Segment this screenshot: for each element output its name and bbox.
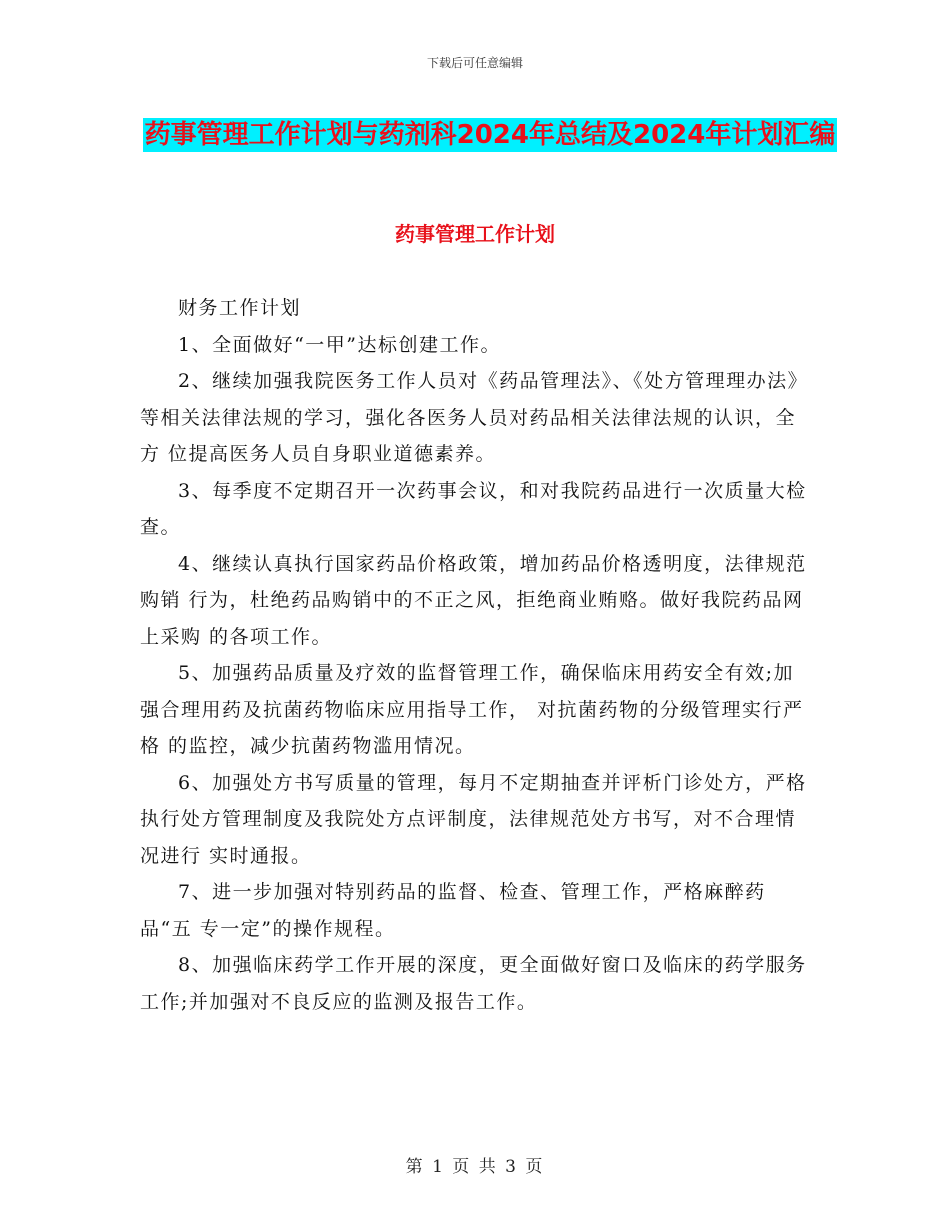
- header-note: 下载后可任意编辑: [426, 56, 523, 70]
- paragraph: 6、加强处方书写质量的管理，每月不定期抽查并评析门诊处方，严格 执行处方管理制度及我院处方点评制度，法律规范处方书写，对不合理情况进行 实时通报。: [140, 771, 807, 867]
- page-footer: 第 1 页 共 3 页: [405, 1157, 545, 1177]
- paragraph: 1、全面做好“一甲”达标创建工作。: [178, 333, 502, 356]
- paragraph: 3、每季度不定期召开一次药事会议，和对我院药品进行一次质量大检 查。: [140, 479, 807, 538]
- document-title: [140, 108, 840, 162]
- document-body: [140, 290, 812, 1020]
- section-title: 药事管理工作计划: [395, 222, 555, 246]
- paragraph: 8、加强临床药学工作开展的深度，更全面做好窗口及临床的药学服务 工作;并加强对不良反应的监测及报告工作。: [140, 954, 807, 1013]
- paragraph: 5、加强药品质量及疗效的监督管理工作，确保临床用药安全有效;加 强合理用药及抗菌药物临床应用指导工作， 对抗菌药物的分级管理实行严格 的监控，减少抗菌药物滥用情况。: [140, 662, 804, 757]
- paragraph: 财务工作计划: [178, 297, 302, 319]
- paragraph: 2、继续加强我院医务工作人员对《药品管理法》、《处方管理理办法》 等相关法律法规的学习，强化各医务人员对药品相关法律法规的认识，全方 位提高医务人员自身职业道德素养。: [140, 370, 809, 465]
- paragraph: 4、继续认真执行国家药品价格政策，增加药品价格透明度，法律规范购销 行为，杜绝药品购销中的不正之风，拒绝商业贿赂。做好我院药品网上采购 的各项工作。: [140, 552, 807, 648]
- paragraph: 7、进一步加强对特别药品的监督、检查、管理工作，严格麻醉药品“五 专一定”的操作规程。: [140, 881, 766, 940]
- document-title-text: 药事管理工作计划与药剂科2024年总结及2024年计划汇编: [144, 120, 836, 150]
